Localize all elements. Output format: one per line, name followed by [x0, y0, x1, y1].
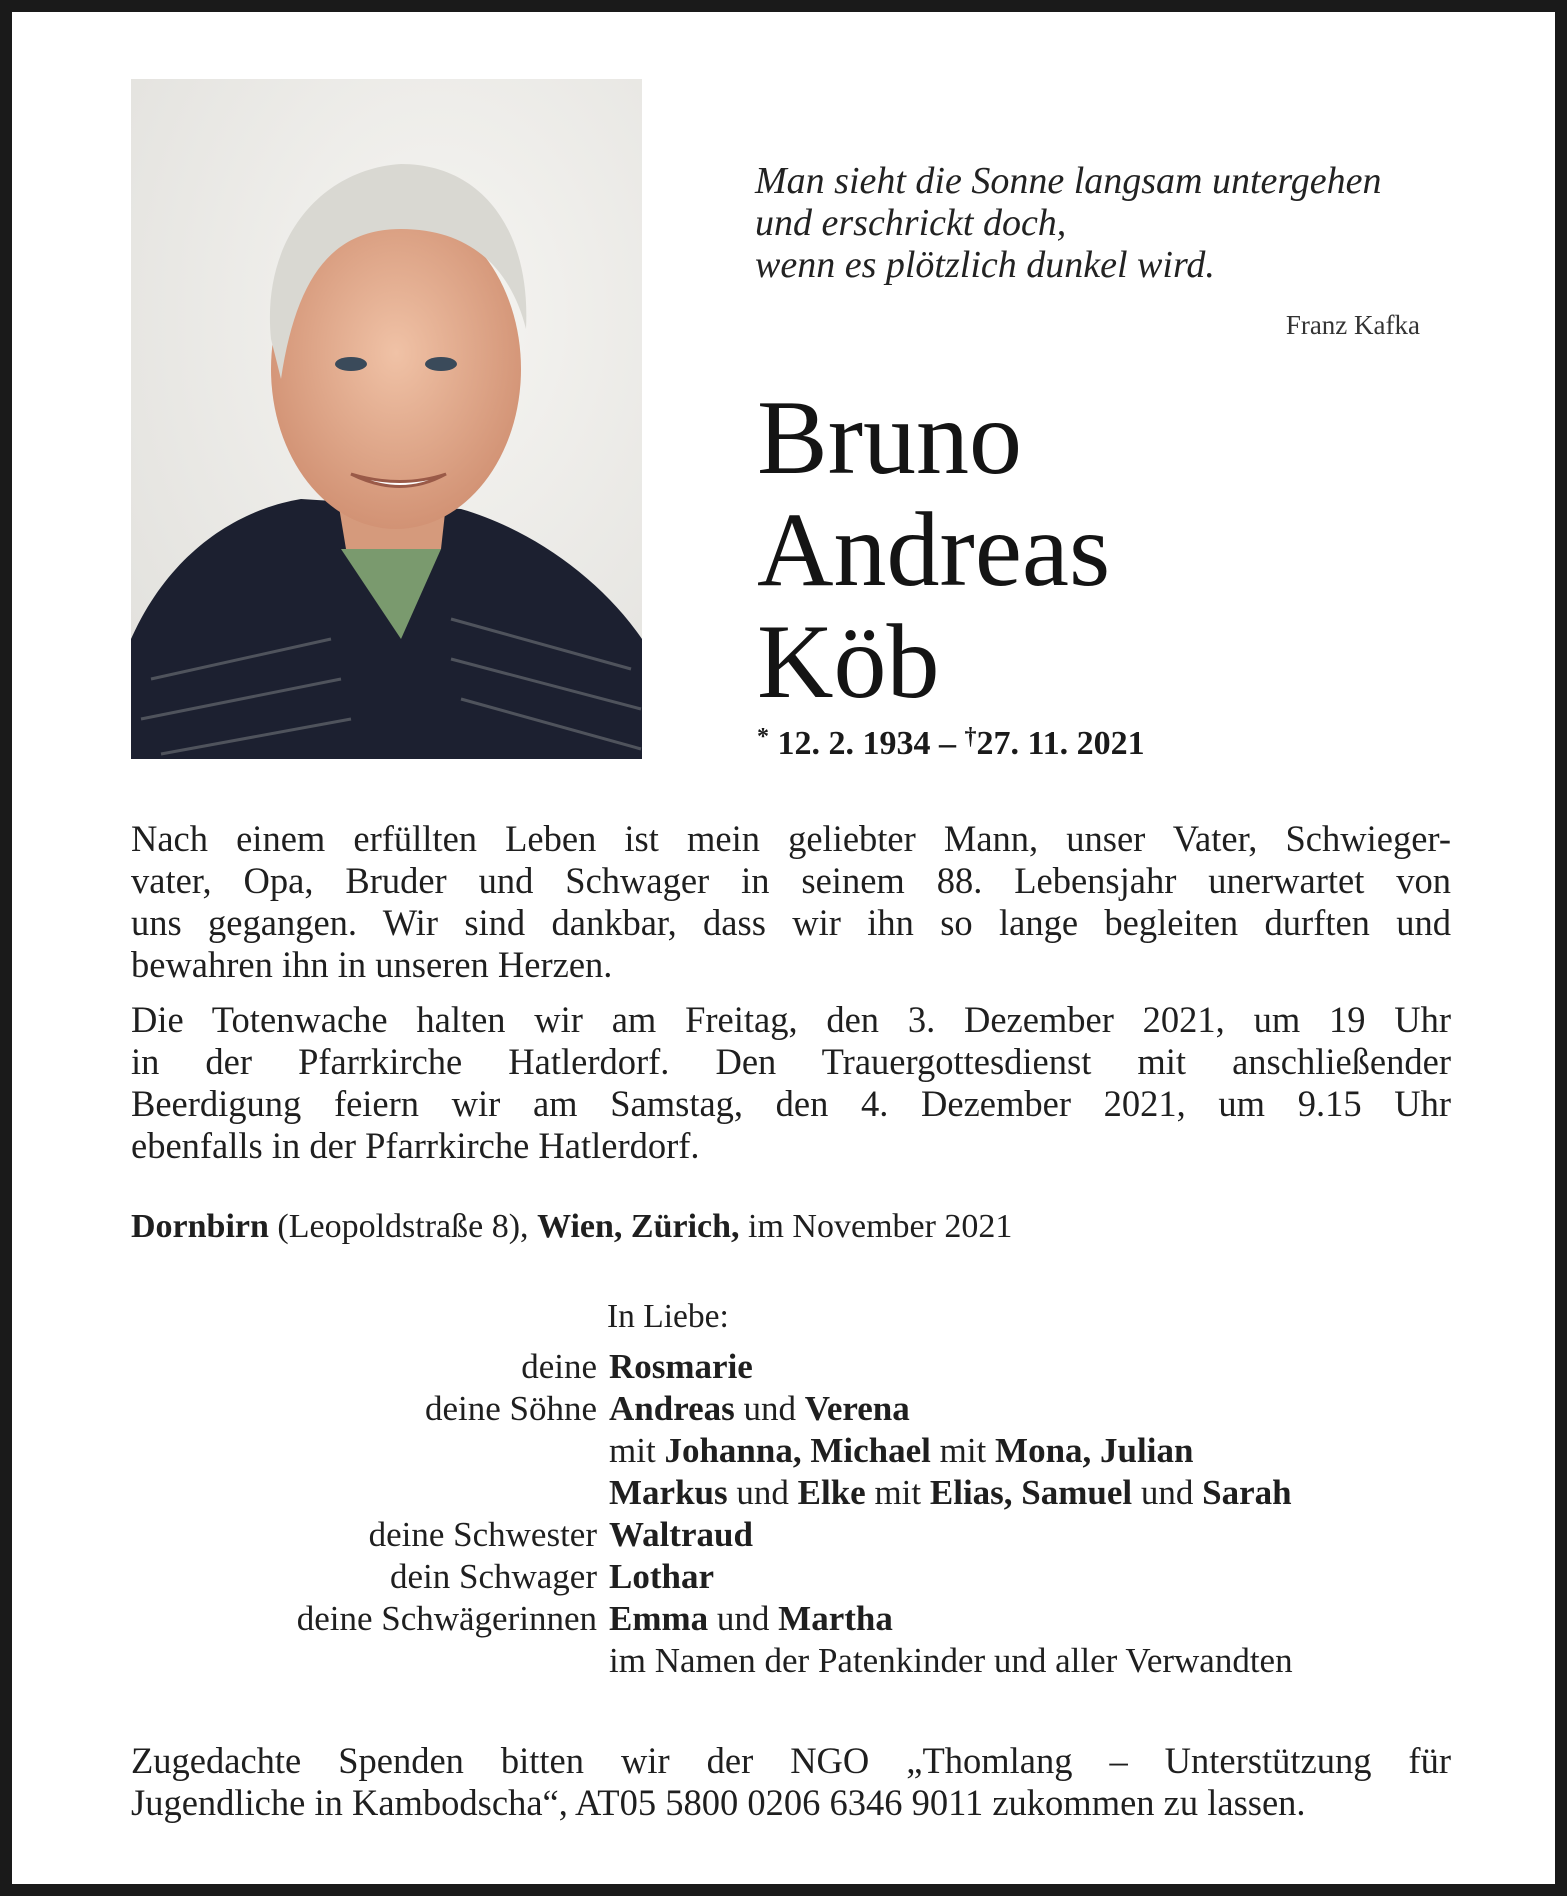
birth-date: 12. 2. 1934: [777, 725, 931, 762]
conjunction: und: [716, 1599, 770, 1638]
obituary-page: [12, 12, 1555, 1884]
portrait-illustration: [131, 79, 642, 759]
quote-line: wenn es plötzlich dunkel wird.: [755, 244, 1215, 286]
funeral-details-paragraph: [131, 999, 1451, 1167]
quote-line: und erschrickt doch,: [755, 202, 1067, 244]
mourners-list: [131, 1346, 1451, 1682]
conjunction: mit: [939, 1431, 987, 1470]
mourner-row: [131, 1472, 1451, 1514]
death-symbol: †: [964, 724, 977, 750]
mourner-row: [131, 1640, 1451, 1682]
date-dash: –: [939, 725, 956, 762]
mourner-name: Markus: [609, 1473, 728, 1512]
conjunction: mit: [609, 1431, 656, 1470]
mourner-row: [131, 1346, 1451, 1388]
announcement-paragraph: [131, 818, 1451, 986]
life-dates: [757, 724, 1145, 763]
deceased-name: [757, 379, 1111, 720]
conjunction: und: [736, 1473, 789, 1512]
name-first: Bruno: [757, 379, 1022, 496]
mourner-name: Martha: [778, 1599, 893, 1638]
portrait-photo: [131, 79, 642, 759]
donation-note: [131, 1740, 1451, 1824]
relation-label: deine: [521, 1347, 597, 1386]
month-year: im November 2021: [739, 1208, 1013, 1245]
closing-line: im Namen der Patenkinder und aller Verwandten: [609, 1641, 1293, 1680]
mourner-row: [131, 1598, 1451, 1640]
paragraph-line: in der Pfarrkirche Hatlerdorf. Den Trauergottesdienst mit anschließender: [131, 1041, 1451, 1082]
cities-wien-zuerich: Wien, Zürich,: [537, 1208, 740, 1245]
name-last: Köb: [757, 603, 940, 720]
in-liebe-heading: In Liebe:: [607, 1298, 729, 1335]
mourner-name: Andreas: [609, 1389, 735, 1428]
mourner-name: Lothar: [609, 1557, 714, 1596]
mourner-name: Elke: [797, 1473, 866, 1512]
mourner-name: Sarah: [1202, 1473, 1292, 1512]
paragraph-line: Die Totenwache halten wir am Freitag, den 3. Dezember 2021, um 19 Uhr: [131, 999, 1451, 1040]
relation-label: dein Schwager: [389, 1557, 597, 1596]
mourner-row: [131, 1388, 1451, 1430]
conjunction: und: [743, 1389, 797, 1428]
conjunction: mit: [874, 1473, 922, 1512]
paragraph-line: vater, Opa, Bruder und Schwager in seinem 88. Lebensjahr unerwartet von: [131, 860, 1451, 901]
mourner-name: Waltraud: [609, 1515, 753, 1554]
mourner-name: Mona, Julian: [995, 1431, 1194, 1470]
paragraph-line: bewahren ihn in unseren Herzen.: [131, 944, 613, 985]
death-date: 27. 11. 2021: [976, 725, 1145, 762]
kafka-quote: [755, 160, 1420, 286]
paragraph-line: Nach einem erfüllten Leben ist mein geliebter Mann, unser Vater, Schwieger-: [131, 818, 1451, 859]
city-dornbirn: Dornbirn: [131, 1208, 269, 1245]
name-middle: Andreas: [757, 491, 1111, 608]
mourner-name: Verena: [804, 1389, 910, 1428]
relation-label: deine Schwester: [368, 1515, 597, 1554]
relation-label: deine Schwägerinnen: [296, 1599, 597, 1638]
conjunction: und: [1140, 1473, 1194, 1512]
donation-line: Zugedachte Spenden bitten wir der NGO „Thomlang – Unterstützung für: [131, 1740, 1451, 1781]
donation-line: Jugendliche in Kambodscha“, AT05 5800 0206 6346 9011 zukommen zu lassen.: [131, 1782, 1306, 1823]
paragraph-line: Beerdigung feiern wir am Samstag, den 4. Dezember 2021, um 9.15 Uhr: [131, 1083, 1451, 1124]
quote-author: Franz Kafka: [1285, 310, 1420, 340]
address: (Leopoldstraße 8),: [268, 1208, 538, 1245]
mourner-name: Johanna, Michael: [664, 1431, 931, 1470]
relation-label: deine Söhne: [424, 1389, 597, 1428]
mourner-name: Rosmarie: [609, 1347, 753, 1386]
birth-symbol: *: [757, 724, 769, 750]
mourner-name: Emma: [609, 1599, 709, 1638]
place-and-date: [131, 1208, 1012, 1246]
mourner-row: [131, 1556, 1451, 1598]
mourner-row: [131, 1514, 1451, 1556]
paragraph-line: uns gegangen. Wir sind dankbar, dass wir ihn so lange begleiten durften und: [131, 902, 1451, 943]
paragraph-line: ebenfalls in der Pfarrkirche Hatlerdorf.: [131, 1125, 700, 1166]
mourner-row: [131, 1430, 1451, 1472]
mourner-name: Elias, Samuel: [929, 1473, 1133, 1512]
quote-line: Man sieht die Sonne langsam untergehen: [755, 160, 1382, 202]
